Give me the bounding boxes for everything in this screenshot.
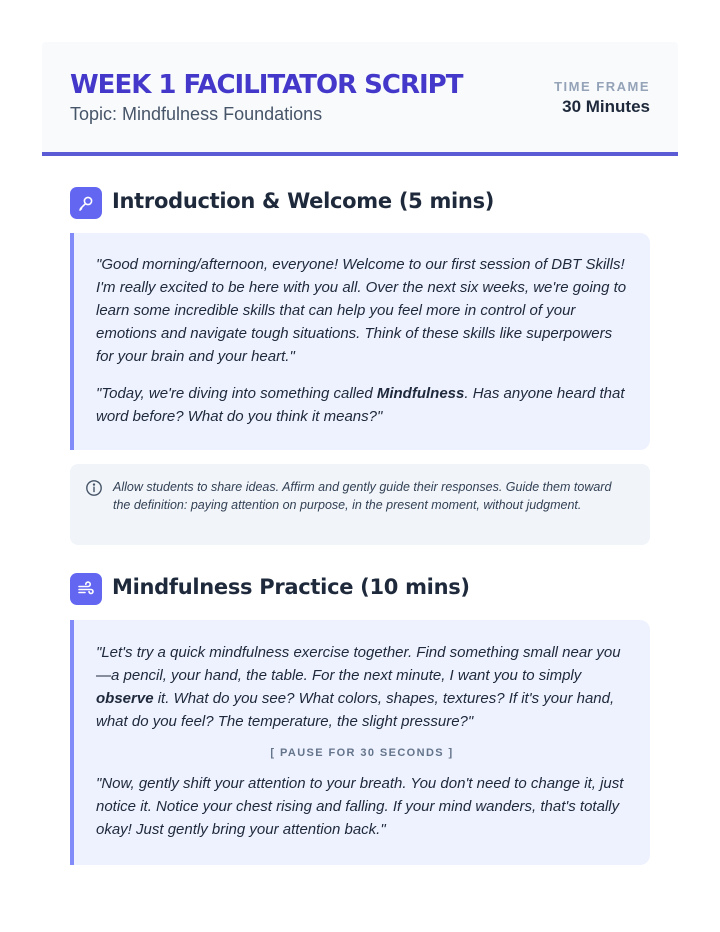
- section-practice-title: Mindfulness Practice (10 mins): [112, 575, 470, 599]
- introduction-paragraph-2: "Today, we're diving into something called Mindfulness. Has anyone heard that word before? What do you think it means?": [96, 385, 625, 425]
- introduction-script-box: [70, 233, 650, 450]
- section-practice-header: [70, 573, 650, 605]
- observe-term: observe: [96, 690, 154, 707]
- section-introduction-title: Introduction & Welcome (5 mins): [112, 189, 495, 213]
- mindfulness-term: Mindfulness: [376, 385, 465, 402]
- section-introduction-header: [70, 187, 650, 219]
- practice-paragraph-2: "Now, gently shift your attention to your breath. You don't need to change it, just notice it. Notice your chest rising and falling. If your mind wanders, that's totally okay! Just gently bring your attention back.": [96, 775, 624, 838]
- script-header: [42, 42, 678, 156]
- facilitator-note: [70, 464, 650, 545]
- facilitator-note-text: Allow students to share ideas. Affirm and gently guide their responses. Guide them toward the definition: paying attention on purpose, in the present moment, without judgment.: [113, 480, 612, 512]
- introduction-paragraph-1: "Good morning/afternoon, everyone! Welcome to our first session of DBT Skills! I'm really excited to be here with you all. Over the next six weeks, we're going to learn some incredible skills that can help you feel more in control of your emotions and navigate tough situations. Think of these skills like superpowers for your brain and your heart.": [96, 256, 627, 365]
- info-icon: [85, 479, 103, 497]
- practice-paragraph-1: "Let's try a quick mindfulness exercise together. Find something small near you—a pencil, your hand, the table. For the next minute, I want you to simply observe it. What do you see? What colors, shapes, textures? If it's your hand, what do you feel? The temperature, the slight pressure?": [96, 644, 621, 730]
- wind-icon: [70, 573, 102, 605]
- timeframe-label: TIME FRAME: [554, 79, 650, 94]
- timeframe-value: 30 Minutes: [562, 97, 650, 116]
- pause-instruction: [ PAUSE FOR 30 SECONDS ]: [270, 747, 454, 759]
- page-title: WEEK 1 FACILITATOR SCRIPT: [70, 70, 463, 100]
- topic-subtitle: Topic: Mindfulness Foundations: [70, 104, 323, 124]
- practice-script-box: [70, 620, 650, 865]
- microphone-icon: [70, 187, 102, 219]
